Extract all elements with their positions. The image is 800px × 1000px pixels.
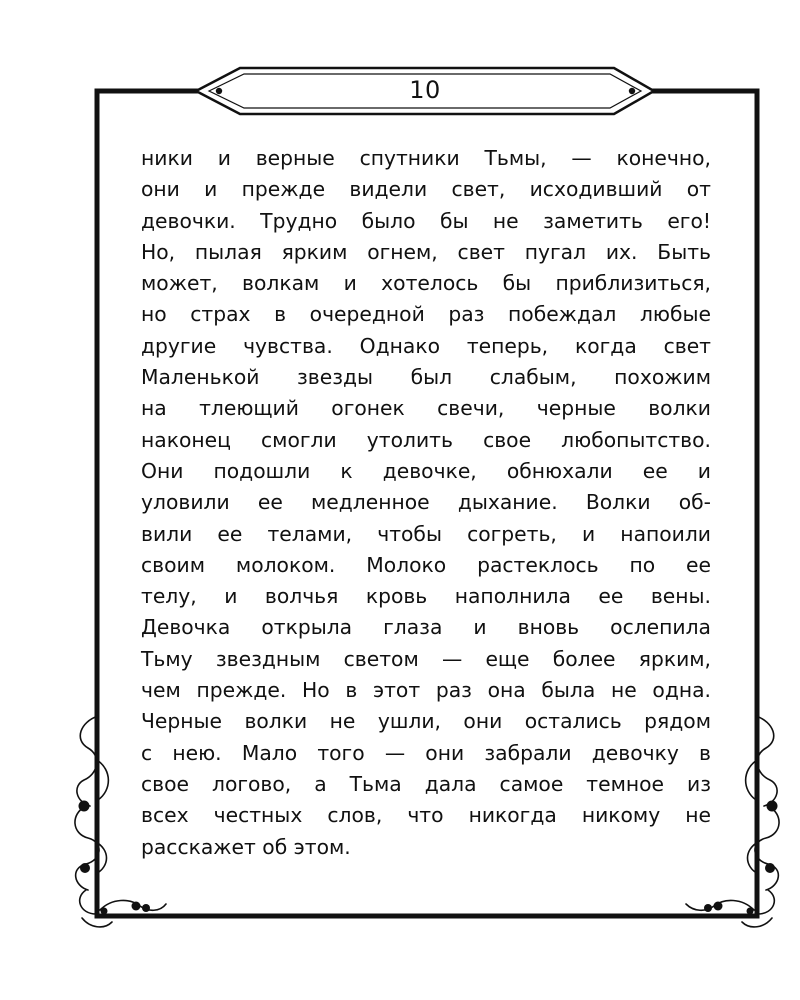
text-line: расскажет об этом. (141, 834, 351, 859)
text-line: вили ее телами, чтобы согреть, и напоили (141, 521, 711, 546)
text-line: может, волкам и хотелось бы приблизиться, (141, 271, 711, 296)
text-line: своим молоком. Молоко растеклось по ее (141, 552, 711, 577)
text-line: всех честных слов, что никогда никому не (141, 803, 711, 828)
text-line: Они подошли к девочке, обнюхали ее и (141, 458, 711, 483)
text-line: наконец смогли утолить свое любопытство. (141, 427, 711, 452)
text-line: девочки. Трудно было бы не заметить его! (141, 208, 711, 233)
text-line: чем прежде. Но в этот раз она была не одна. (141, 678, 711, 703)
text-line: другие чувства. Однако теперь, когда свет (141, 333, 711, 358)
text-line: Черные волки не ушли, они остались рядом (141, 709, 711, 734)
text-line: с нею. Мало того — они забрали девочку в (141, 740, 711, 765)
text-line: ники и верные спутники Тьмы, — конечно, (141, 146, 711, 170)
text-line: они и прежде видели свет, исходивший от (141, 177, 711, 202)
text-line: но страх в очередной раз побеждал любые (141, 302, 711, 327)
text-line: Тьму звездным светом — еще более ярким, (141, 646, 711, 671)
text-line: уловили ее медленное дыхание. Волки об- (141, 490, 711, 515)
text-line: на тлеющий огонек свечи, черные волки (141, 396, 711, 421)
page-number: 10 (409, 76, 441, 104)
left-ornament-dots (79, 801, 151, 915)
body-text (141, 143, 711, 863)
text-line: свое логово, а Тьма дала самое темное из (141, 771, 711, 796)
right-ornament-dots (704, 801, 778, 915)
text-line: Но, пылая ярким огнем, свет пугал их. Быть (141, 239, 711, 264)
text-line: телу, и волчья кровь наполнила ее вены. (141, 584, 711, 609)
text-line: Девочка открыла глаза и вновь ослепила (141, 615, 711, 640)
text-line: Маленькой звезды был слабым, похожим (141, 365, 711, 390)
